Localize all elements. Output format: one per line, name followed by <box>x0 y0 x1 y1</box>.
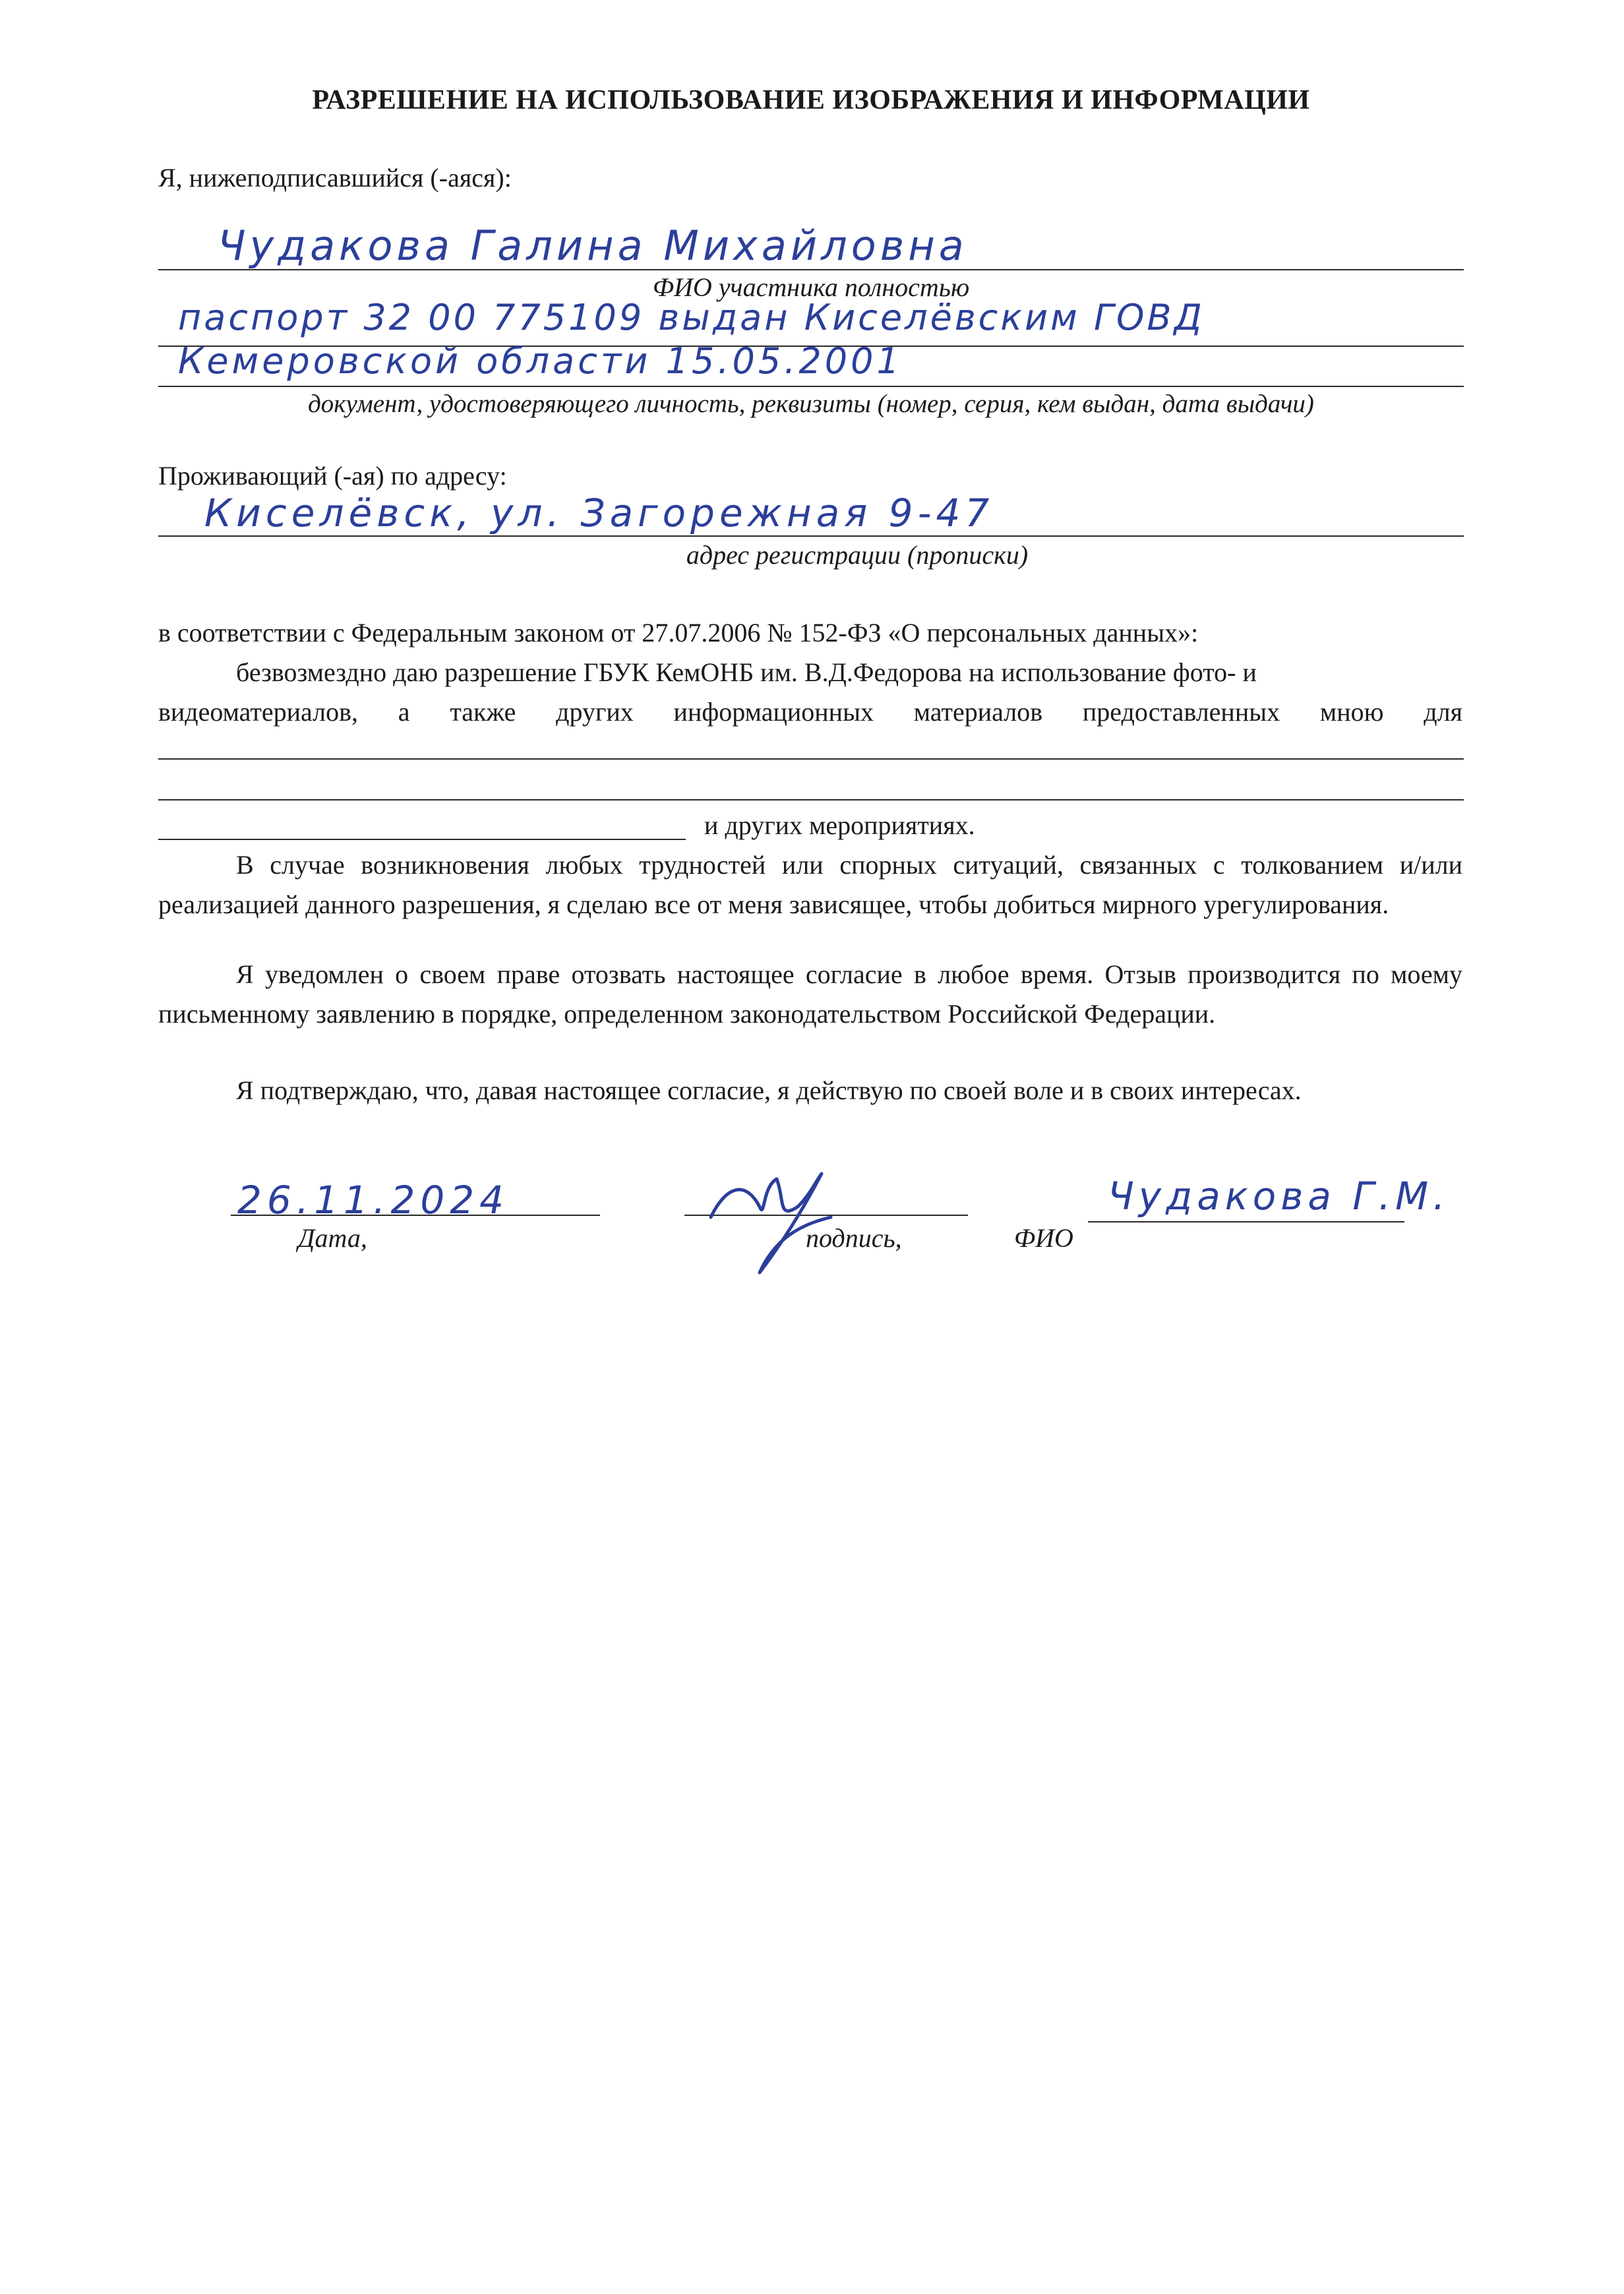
permission-tail: и других мероприятиях. <box>704 810 975 840</box>
purpose-blank-line1 <box>158 758 1464 760</box>
document-caption: документ, удостоверяющего личность, реквизиты (номер, серия, кем выдан, дата выдачи) <box>308 390 1314 418</box>
date-label: Дата, <box>298 1223 367 1253</box>
intro-label: Я, нижеподписавшийся (-аяся): <box>158 163 512 193</box>
fio-label: ФИО <box>1014 1223 1073 1253</box>
document-line2-handwritten: Кемеровской области 15.05.2001 <box>178 340 903 382</box>
fio-handwritten: Чудакова Г.М. <box>1108 1174 1450 1219</box>
form-title: РАЗРЕШЕНИЕ НА ИСПОЛЬЗОВАНИЕ ИЗОБРАЖЕНИЯ И ИНФОРМАЦИИ <box>312 85 1310 115</box>
address-label: Проживающий (-ая) по адресу: <box>158 461 507 491</box>
paragraph-revoke-text: Я уведомлен о своем праве отозвать настоящее согласие в любое время. Отзыв производится по моему письменному заявлению в порядке, определенном законодательством Российской Федерации. <box>158 959 1462 1029</box>
paragraph-disputes <box>158 845 1462 964</box>
date-line <box>231 1215 600 1216</box>
signature-label: подпись, <box>806 1223 902 1253</box>
paragraph-revoke <box>158 955 1462 1073</box>
permission-line2: видеоматериалов, а также других информационных материалов предоставленных мною для <box>158 697 1462 727</box>
law-reference: в соответствии с Федеральным законом от 27.07.2006 № 152-ФЗ «О персональных данных»: <box>158 618 1199 648</box>
date-handwritten: 26.11.2024 <box>237 1178 510 1222</box>
paragraph-confirm-text: Я подтверждаю, что, давая настоящее согласие, я действую по своей воле и в своих интересах. <box>236 1075 1302 1105</box>
address-handwritten: Киселёвск, ул. Загорежная 9-47 <box>204 491 994 535</box>
address-line <box>158 535 1464 537</box>
address-caption: адрес регистрации (прописки) <box>686 540 1029 570</box>
participant-name-caption: ФИО участника полностью <box>652 272 970 302</box>
participant-name-handwritten: Чудакова Галина Михайловна <box>218 222 968 270</box>
purpose-blank-line3 <box>158 839 686 840</box>
document-line2 <box>158 386 1464 387</box>
participant-name-line <box>158 269 1464 270</box>
permission-line1: безвозмездно даю разрешение ГБУК КемОНБ им. В.Д.Федорова на использование фото- и <box>236 657 1257 687</box>
paragraph-disputes-text: В случае возникновения любых трудностей или спорных ситуаций, связанных с толкованием и/или реализацией данного разрешения, я сделаю все от меня зависящее, чтобы добиться мирного урегулирования. <box>158 850 1462 919</box>
fio-line <box>1088 1221 1404 1222</box>
paragraph-confirm <box>158 1071 1462 1150</box>
purpose-blank-line2 <box>158 799 1464 800</box>
document-line1-handwritten: паспорт 32 00 775109 выдан Киселёвским ГОВД <box>178 297 1205 338</box>
